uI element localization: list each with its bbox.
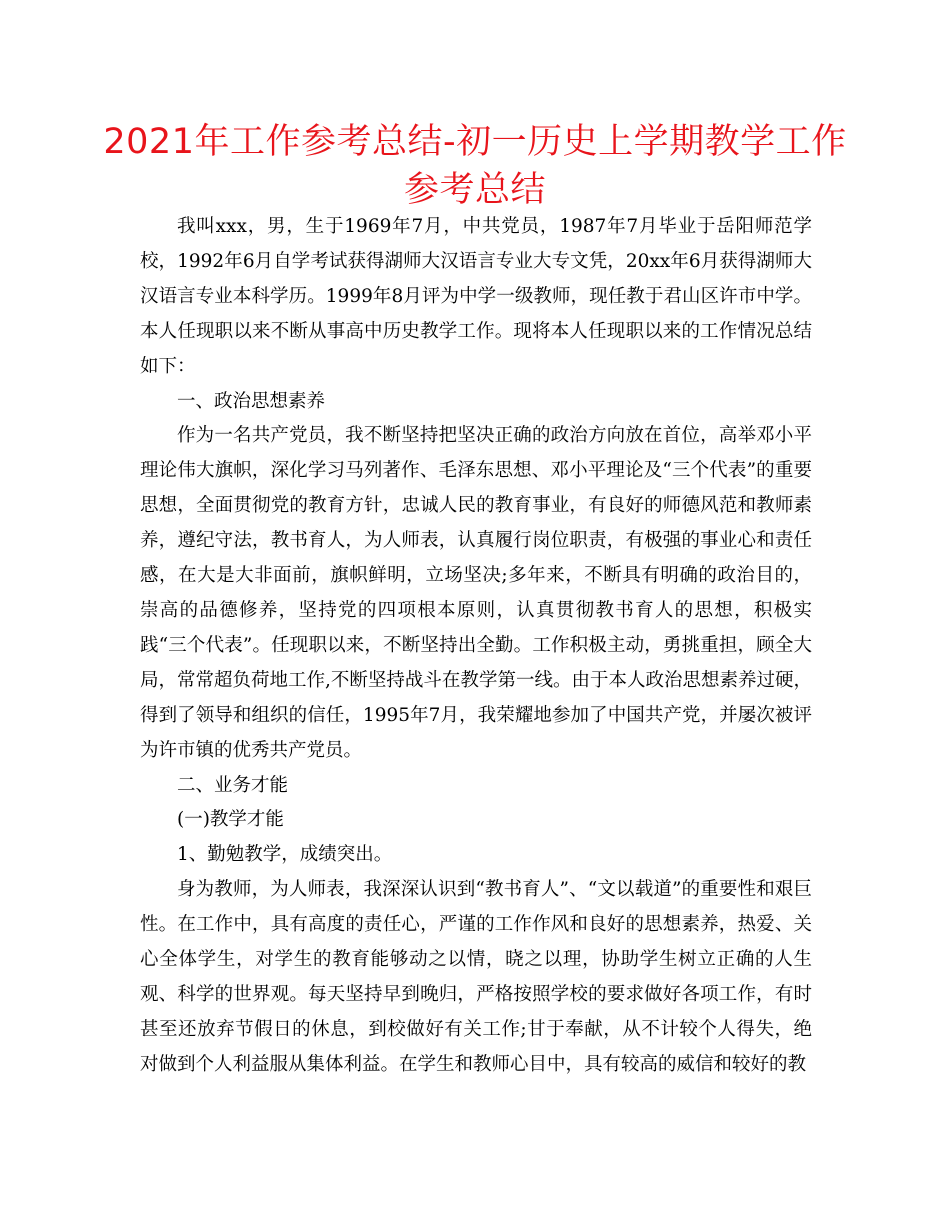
document-title-line-2: 参考总结: [403, 170, 546, 210]
item-heading-diligent: 1、勤勉教学，成绩突出。: [177, 844, 393, 866]
document-title-line-1: 2021年工作参考总结-初一历史上学期教学工作: [103, 122, 847, 162]
paragraph-teaching: 身为教师，为人师表，我深深认识到“教书育人”、“文以载道”的重要性和艰巨性。在工作中，具有高度的责任心，严谨的工作作风和良好的思想素养，热爱、关心全体学生，对学生的教育能够动之以情，晓之以理，协助学生树立正确的人生观、科学的世界观。每天坚持早到晚归，严格按照学校的要求做好各项工作，有时甚至还放弃节假日的休息，到校做好有关工作;甘于奉献，从不计较个人得失，绝对做到个人利益服从集体利益。在学生和教师心目中，具有较高的威信和较好的教: [140, 879, 812, 1075]
paragraph-political: 作为一名共产党员，我不断坚持把坚决正确的政治方向放在首位，高举邓小平理论伟大旗帜，深化学习马列著作、毛泽东思想、邓小平理论及“三个代表”的重要思想，全面贯彻党的教育方针，忠诚人民的教育事业，有良好的师德风范和教师素养，遵纪守法，教书育人，为人师表，认真履行岗位职责，有极强的事业心和责任感，在大是大非面前，旗帜鲜明，立场坚决;多年来，不断具有明确的政治目的，崇高的品德修养，坚持党的四项根本原则，认真贯彻教书育人的思想，积极实践“三个代表”。任现职以来，不断坚持出全勤。工作积极主动，勇挑重担，顾全大局，常常超负荷地工作,不断坚持战斗在教学第一线。由于本人政治思想素养过硬，得到了领导和组织的信任，1995年7月，我荣耀地参加了中国共产党，并屡次被评为许市镇的优秀共产党员。: [140, 425, 812, 761]
document-body: [140, 210, 812, 1083]
section-heading-political: 一、政治思想素养: [177, 390, 326, 412]
subsection-heading-teaching: (一)教学才能: [177, 809, 284, 831]
paragraph-intro: 我叫xxx，男，生于1969年7月，中共党员，1987年7月毕业于岳阳师范学校，1992年6月自学考试获得湖师大汉语言专业大专文凭，20xx年6月获得湖师大汉语言专业本科学历。1999年8月评为中学一级教师，现任教于君山区许市中学。本人任现职以来不断从事高中历史教学工作。现将本人任现职以来的工作情况总结如下：: [140, 216, 812, 377]
section-heading-business: 二、业务才能: [177, 774, 289, 796]
